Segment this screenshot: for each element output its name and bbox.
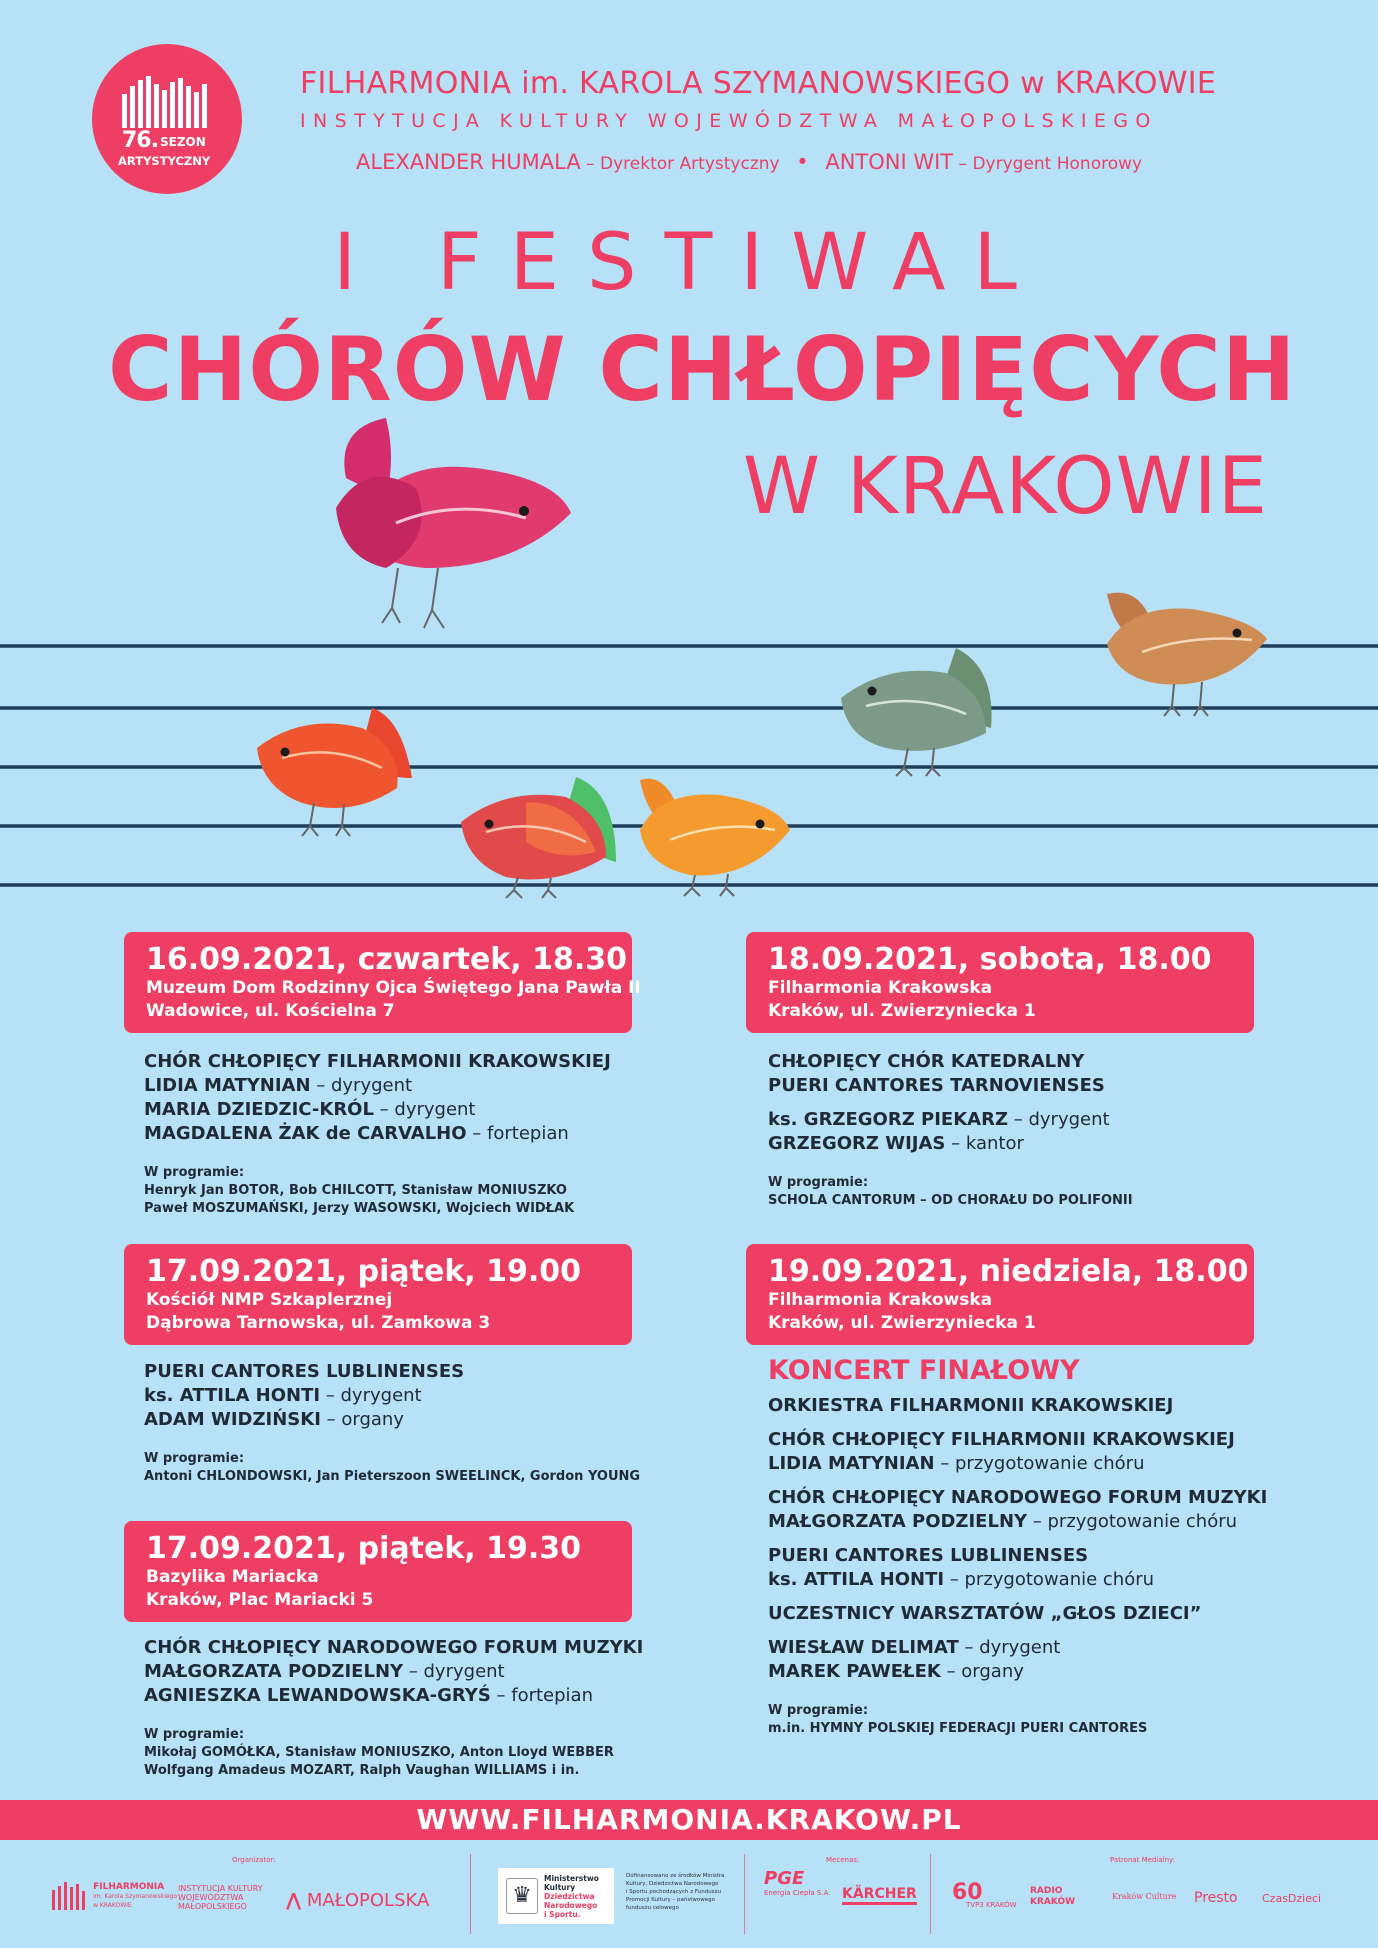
director1-role: – Dyrektor Artystyczny [580,154,780,174]
event-place-line1: Bazylika Mariacka [146,1567,319,1587]
event-date: 16.09.2021, czwartek, 18.30 [146,942,627,977]
pge-logo: PGE Energia Ciepła S.A. [764,1868,831,1897]
program-heading: W programie: [768,1703,869,1718]
season-word: SEZON [160,135,206,149]
org-subtitle: INSTYTUCJA KULTURY WOJEWÓDZTWA MAŁOPOLSKIEGO [300,110,1158,132]
festival-title-line2: CHÓRÓW CHŁOPIĘCYCH [108,318,1297,421]
performer-line: CHÓR CHŁOPIĘCY NARODOWEGO FORUM MUZYKI [144,1637,644,1658]
performer-line: MARIA DZIEDZIC-KRÓL – dyrygent [144,1099,476,1120]
season-logo [92,44,242,194]
patron-label: Mecenas: [826,1856,860,1864]
season-art: ARTYSTYCZNY [118,154,211,168]
festival-title-line1: I FESTIWAL [333,218,1045,308]
event-date: 18.09.2021, sobota, 18.00 [768,942,1212,977]
brown-leaf-bird-icon [1102,584,1272,724]
org-name: FILHARMONIA im. KAROLA SZYMANOWSKIEGO w KRAKOWIE [300,66,1217,101]
event-header-19-09 [746,1244,1254,1345]
performer-line: PUERI CANTORES LUBLINENSES [768,1545,1089,1566]
performer-line: ADAM WIDZIŃSKI – organy [144,1409,404,1430]
event-date: 17.09.2021, piątek, 19.30 [146,1531,581,1566]
event-details-17-09-1930 [144,1636,704,1780]
program-line: SCHOLA CANTORUM – OD CHORAŁU DO POLIFONII [768,1193,1133,1208]
program-line: m.in. HYMNY POLSKIEJ FEDERACJI PUERI CANTORES [768,1721,1148,1736]
performer-line: GRZEGORZ WIJAS – kantor [768,1133,1024,1154]
performer-line: CHÓR CHŁOPIĘCY FILHARMONII KRAKOWSKIEJ [144,1051,611,1072]
event-details-18-09 [768,1050,1268,1210]
festival-title-line3: W KRAKOWIE [742,442,1268,532]
program-line: Mikołaj GOMÓŁKA, Stanisław MONIUSZKO, Anton Lloyd WEBBER [144,1745,614,1760]
event-place-line1: Filharmonia Krakowska [768,1290,993,1310]
program-line: Paweł MOSZUMAŃSKI, Jerzy WASOWSKI, Wojciech WIDŁAK [144,1201,575,1216]
filharmonia-logo: FILHARMONIA im. Karola Szymanowskiego w KRAKOWIE [52,1882,177,1910]
media-patron-label: Patronat Medialny: [1110,1856,1176,1864]
red-leaf-bird-icon [252,698,422,838]
event-place-line1: Filharmonia Krakowska [768,978,993,998]
director2-role: – Dyrygent Honorowy [953,154,1143,174]
event-header-18-09 [746,932,1254,1033]
performer-line: CHŁOPIĘCY CHÓR KATEDRALNY [768,1051,1085,1072]
performer-line: LIDIA MATYNIAN – dyrygent [144,1075,413,1096]
director1-name: ALEXANDER HUMALA [356,150,581,174]
performer-line: UCZESTNICY WARSZTATÓW „GŁOS DZIECI” [768,1603,1202,1624]
performer-line: PUERI CANTORES TARNOVIENSES [768,1075,1105,1096]
program-heading: W programie: [768,1175,869,1190]
website-url[interactable]: WWW.FILHARMONIA.KRAKOW.PL [0,1800,1378,1840]
event-place-line1: Muzeum Dom Rodzinny Ojca Świętego Jana Pawła II [146,978,641,998]
eagle-emblem-icon: ♛ [506,1878,538,1914]
event-date: 19.09.2021, niedziela, 18.00 [768,1254,1249,1289]
program-heading: W programie: [144,1451,245,1466]
organ-pipes-icon [122,76,214,128]
event-details-16-09 [144,1050,644,1218]
krakow-culture-logo: Kraków Culture [1112,1892,1177,1901]
event-date: 17.09.2021, piątek, 19.00 [146,1254,581,1289]
institution-logo: INSTYTUCJA KULTURY WOJEWÓDZTWA MAŁOPOLSKIEGO [178,1884,263,1911]
event-place-line2: Kraków, ul. Zwierzyniecka 1 [768,1313,1036,1333]
final-concert-heading: KONCERT FINAŁOWY [768,1355,1080,1386]
performer-line: CHÓR CHŁOPIĘCY FILHARMONII KRAKOWSKIEJ [768,1429,1235,1450]
malopolska-logo: ⋀ MAŁOPOLSKA [286,1890,430,1911]
performer-line: PUERI CANTORES LUBLINENSES [144,1361,465,1382]
program-line: Antoni CHLONDOWSKI, Jan Pieterszoon SWEELINCK, Gordon YOUNG [144,1469,641,1484]
performer-line: ks. GRZEGORZ PIEKARZ – dyrygent [768,1109,1110,1130]
multicolor-leaf-bird-icon [456,772,626,902]
event-place-line2: Kraków, ul. Zwierzyniecka 1 [768,1001,1036,1021]
performer-line: MAŁGORZATA PODZIELNY – przygotowanie chóru [768,1511,1238,1532]
performer-line: MAŁGORZATA PODZIELNY – dyrygent [144,1661,505,1682]
event-place-line2: Dąbrowa Tarnowska, ul. Zamkowa 3 [146,1313,491,1333]
bullet-separator: • [796,150,809,174]
czas-dzieci-logo: CzasDzieci [1262,1892,1322,1905]
event-details-19-09 [768,1352,1288,1738]
teal-leaf-bird-icon [836,648,1001,778]
directors-line [356,150,1256,174]
season-number: 76. [122,128,158,153]
organ-pipes-icon [52,1882,88,1910]
event-place-line2: Wadowice, ul. Kościelna 7 [146,1001,395,1021]
performer-line: CHÓR CHŁOPIĘCY NARODOWEGO FORUM MUZYKI [768,1487,1268,1508]
performer-line: MAREK PAWEŁEK – organy [768,1661,1024,1682]
orange-leaf-bird-icon [630,770,795,900]
pink-leaf-bird-icon [326,418,576,638]
performer-line: MAGDALENA ŻAK de CARVALHO – fortepian [144,1123,569,1144]
performer-line: ORKIESTRA FILHARMONII KRAKOWSKIEJ [768,1395,1174,1416]
organizer-label: Organizator: [232,1856,276,1864]
program-heading: W programie: [144,1165,245,1180]
event-place-line1: Kościół NMP Szkaplerznej [146,1290,393,1310]
karcher-logo: KÄRCHER [842,1886,917,1905]
event-place-line2: Kraków, Plac Mariacki 5 [146,1590,374,1610]
event-header-16-09 [124,932,641,1033]
malopolska-mark-icon: ⋀ [286,1890,302,1911]
event-details-17-09-1900 [144,1360,704,1486]
performer-line: ks. ATTILA HONTI – dyrygent [144,1385,422,1406]
program-line: Henryk Jan BOTOR, Bob CHILCOTT, Stanisław MONIUSZKO [144,1183,567,1198]
director2-name: ANTONI WIT [825,150,954,174]
performer-line: LIDIA MATYNIAN – przygotowanie chóru [768,1453,1145,1474]
tvp3-logo: 60 TVP3 KRAKÓW [952,1880,1017,1909]
event-header-17-09-1900 [124,1244,632,1345]
ministry-logo: ♛ Ministerstwo Kultury Dziedzictwa Narodowego i Sportu. [498,1868,614,1924]
program-heading: W programie: [144,1727,245,1742]
performer-line: WIESŁAW DELIMAT – dyrygent [768,1637,1061,1658]
presto-logo: Presto [1194,1890,1238,1906]
ministry-funding-note: Dofinansowano ze środków Ministra Kultury, Dziedzictwa Narodowego i Sportu pochodzących z Funduszu Promocji Kultury – państwowego funduszu celowego [626,1873,725,1911]
program-line: Wolfgang Amadeus MOZART, Ralph Vaughan WILLIAMS i in. [144,1763,580,1778]
performer-line: AGNIESZKA LEWANDOWSKA-GRYŚ – fortepian [144,1685,593,1706]
radio-krakow-logo: RADIO KRAKÓW [1030,1886,1076,1907]
event-header-17-09-1930 [124,1521,632,1622]
performer-line: ks. ATTILA HONTI – przygotowanie chóru [768,1569,1155,1590]
